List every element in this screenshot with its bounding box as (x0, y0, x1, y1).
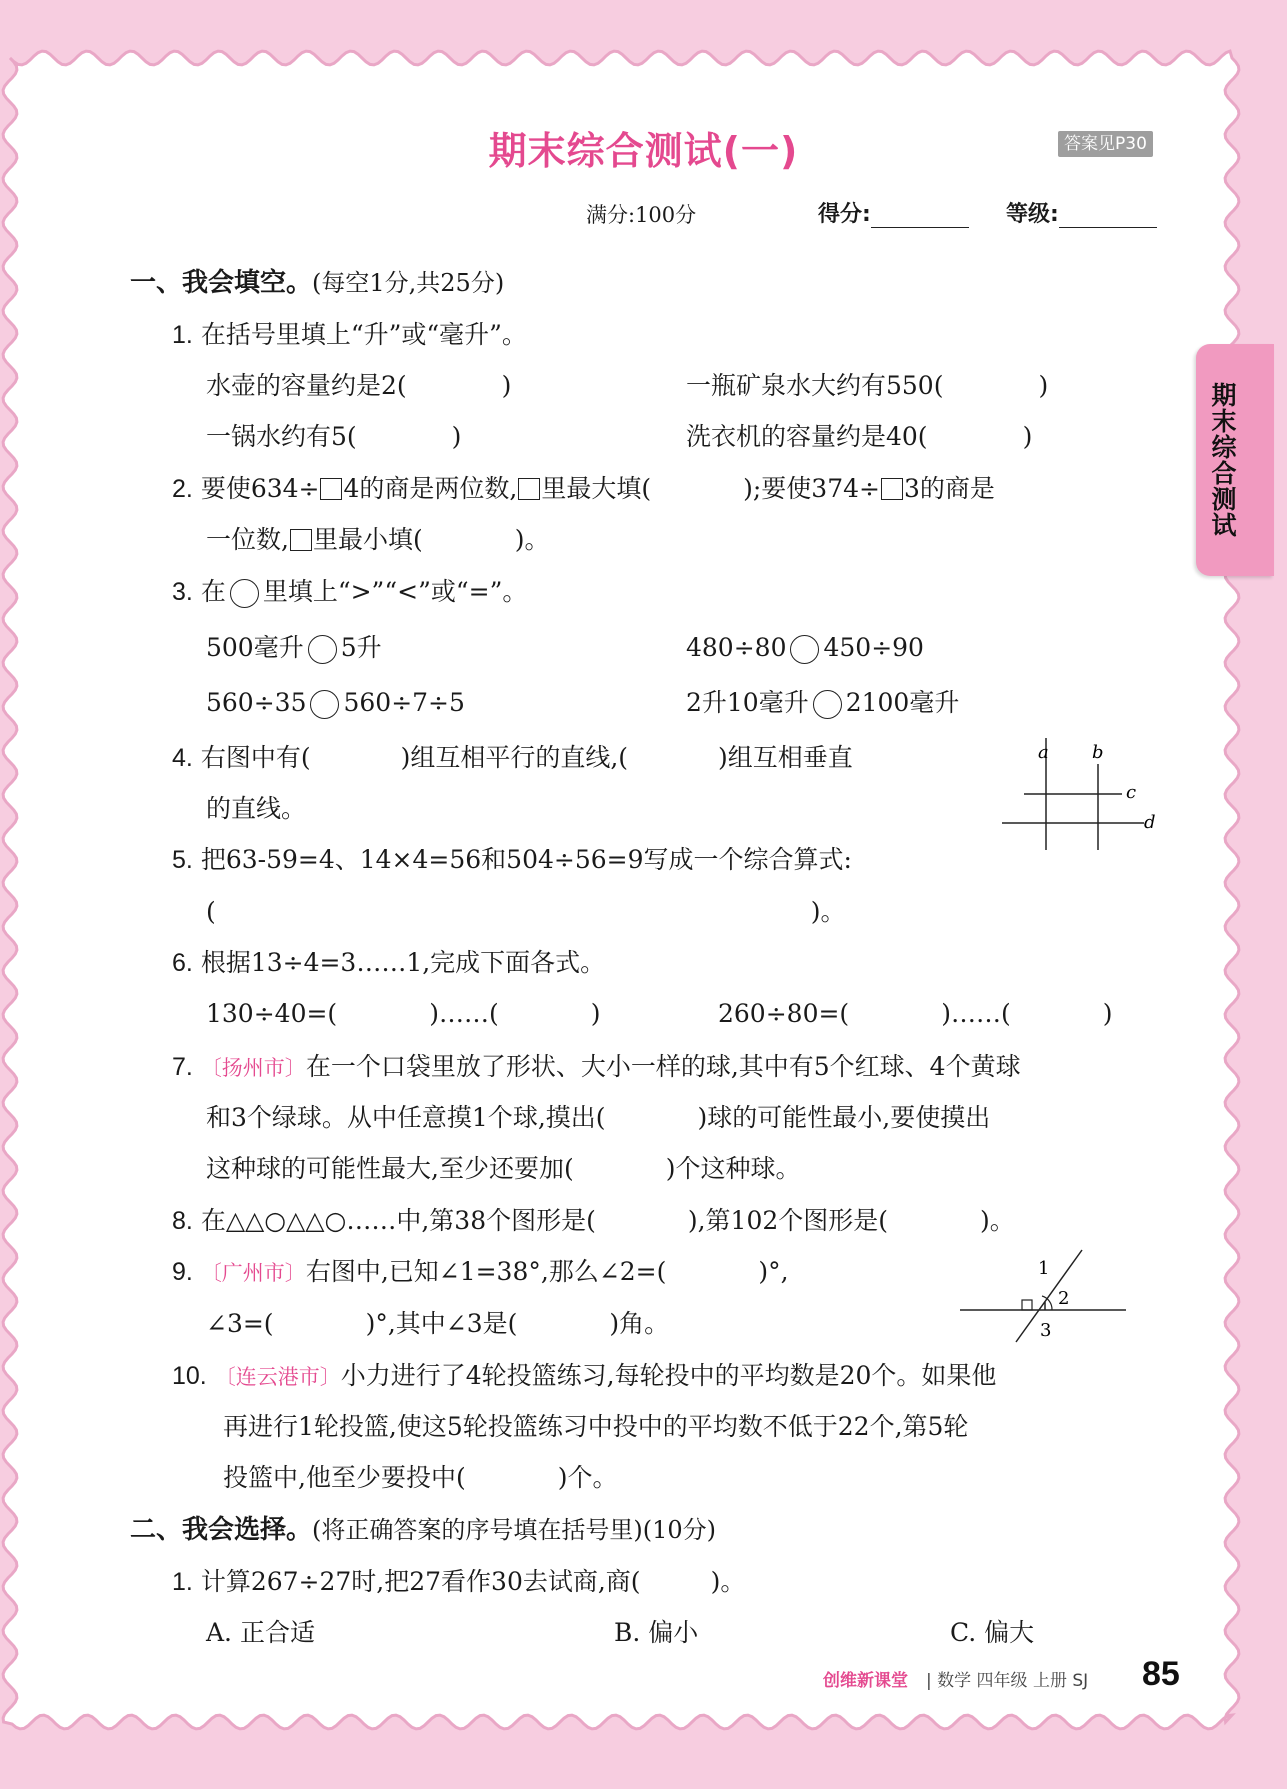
q6-text: )……( (429, 999, 499, 1028)
q2-text: 4的商是两位数, (343, 474, 518, 503)
grade-field[interactable] (1006, 197, 1157, 228)
label-a: a (1038, 742, 1049, 763)
q9-text: )°,其中∠3是( (365, 1309, 518, 1338)
footer-brand: 创维新课堂 (823, 1671, 908, 1691)
source-tag: 〔连云港市〕 (214, 1365, 341, 1389)
question-10-cont: 再进行1轮投篮,使这5轮投篮练习中投中的平均数不低于22个,第5轮 (223, 1412, 969, 1441)
compare-circle[interactable] (813, 690, 842, 719)
close-paren: ) (451, 422, 462, 451)
q3-right: 5升 (340, 633, 382, 662)
label-b: b (1092, 742, 1104, 763)
square-blank (290, 529, 312, 551)
grade-label: 等级: (1006, 202, 1059, 227)
q6-item-b (718, 997, 1112, 1031)
question-10 (172, 1359, 996, 1394)
q3-left: 480÷80 (686, 633, 787, 662)
circle-blank (230, 579, 259, 608)
q7-text: )个这种球。 (665, 1154, 801, 1183)
question-number: 8. (172, 1207, 193, 1235)
footer-book-info: | 数学 四年级 上册 SJ (926, 1671, 1089, 1691)
question-9-cont (206, 1307, 669, 1341)
close-paren: ) (1038, 371, 1049, 400)
q1-b-text: 一瓶矿泉水大约有550( (686, 371, 944, 400)
angle-2-label: 2 (1058, 1288, 1070, 1309)
score-field[interactable] (818, 197, 969, 228)
side-tab-label: 期末综合测试 (1208, 382, 1237, 538)
compare-circle[interactable] (308, 635, 337, 664)
q6-text: ) (590, 999, 601, 1028)
q6-text: 260÷80=( (718, 999, 850, 1028)
q2-text: 里最小填( (312, 525, 423, 554)
q5-text: 把63-59=4、14×4=56和504÷56=9写成一个综合算式: (200, 845, 852, 874)
q7-text: 和3个绿球。从中任意摸1个球,摸出( (206, 1103, 606, 1132)
q6-text: )……( (941, 999, 1011, 1028)
q1-a-text: 水壶的容量约是2( (206, 371, 407, 400)
question-6 (172, 946, 605, 980)
right-angle-mark (1022, 1300, 1032, 1310)
answer-reference-badge: 答案见P30 (1058, 131, 1153, 157)
section-1-note: (每空1分,共25分) (312, 269, 505, 297)
question-7-cont (206, 1101, 990, 1135)
q3-left: 500毫升 (206, 633, 304, 662)
q3-text: 在 (200, 577, 226, 606)
open-paren: ( (206, 897, 216, 926)
compare-circle[interactable] (310, 690, 339, 719)
q1-c-text: 一锅水约有5( (206, 422, 357, 451)
question-4 (172, 741, 853, 775)
page-title: 期末综合测试(一) (488, 129, 799, 173)
q6-text: 根据13÷4=3……1,完成下面各式。 (200, 948, 606, 977)
question-number: 7. (172, 1053, 193, 1081)
q9-text: )°, (758, 1257, 789, 1286)
q7-text: 这种球的可能性最大,至少还要加( (206, 1154, 574, 1183)
question-number: 2. (172, 475, 193, 503)
q2-text: )。 (514, 525, 550, 554)
source-tag: 〔扬州市〕 (200, 1056, 306, 1080)
question-1 (172, 318, 527, 352)
question-number: 4. (172, 744, 193, 772)
q3-right: 2100毫升 (845, 688, 960, 717)
q3-item-d (686, 686, 959, 720)
q4-text: )组互相垂直 (718, 743, 853, 772)
q3-left: 2升10毫升 (686, 688, 809, 717)
q2-text: 要使634÷ (200, 474, 320, 503)
question-number: 6. (172, 949, 193, 977)
q6-text: ) (1102, 999, 1113, 1028)
q1-item-a (206, 369, 511, 403)
q1-item-b (686, 369, 1048, 403)
question-7 (172, 1050, 1021, 1085)
section-2-title: 二、我会选择。 (130, 1515, 313, 1545)
compare-circle[interactable] (790, 635, 819, 664)
q8-text: ),第102个图形是( (687, 1206, 889, 1235)
square-blank (881, 478, 903, 500)
square-blank (518, 478, 540, 500)
question-stem: 在括号里填上“升”或“毫升”。 (200, 320, 527, 349)
q3-text: 里填上“>”“<”或“=”。 (262, 577, 528, 606)
question-number: 3. (172, 578, 193, 606)
score-blank[interactable] (871, 201, 969, 228)
q10-text: 小力进行了4轮投篮练习,每轮投中的平均数是20个。如果他 (340, 1361, 997, 1390)
page-number: 85 (1142, 1655, 1180, 1693)
angle-1-label: 1 (1038, 1258, 1050, 1279)
section-2-note: (将正确答案的序号填在括号里)(10分) (312, 1516, 717, 1544)
q2-text: 里最大填( (541, 474, 652, 503)
mc1-text: )。 (710, 1567, 746, 1596)
grade-blank[interactable] (1059, 201, 1157, 228)
q6-item-a (206, 997, 600, 1031)
q2-text: 3的商是 (903, 474, 995, 503)
q9-text: 右图中,已知∠1=38°,那么∠2=( (305, 1257, 667, 1286)
section-2-heading (130, 1513, 716, 1547)
label-d: d (1144, 812, 1156, 833)
q7-text: )球的可能性最小,要使摸出 (697, 1103, 991, 1132)
q10-text: 投篮中,他至少要投中( (223, 1463, 466, 1492)
q2-text: );要使374÷ (743, 474, 880, 503)
question-number: 1. (172, 1568, 193, 1596)
close-paren: ) (501, 371, 512, 400)
q6-text: 130÷40=( (206, 999, 338, 1028)
question-3 (172, 575, 527, 609)
score-label: 得分: (818, 202, 871, 227)
q1-item-c (206, 420, 461, 454)
mc1-text: 计算267÷27时,把27看作30去试商,商( (200, 1567, 641, 1596)
question-4-cont: 的直线。 (206, 794, 307, 823)
q7-text: 在一个口袋里放了形状、大小一样的球,其中有5个红球、4个黄球 (305, 1052, 1021, 1081)
q3-left: 560÷35 (206, 688, 307, 717)
question-number: 10. (172, 1362, 207, 1390)
parallel-lines-diagram (996, 738, 1176, 856)
close-paren: ) (1022, 422, 1033, 451)
q3-item-c (206, 686, 465, 720)
square-blank (320, 478, 342, 500)
question-10-cont2 (223, 1461, 617, 1495)
q3-right: 560÷7÷5 (343, 688, 465, 717)
question-7-cont2 (206, 1152, 800, 1186)
question-2 (172, 472, 995, 506)
question-5-answer (206, 895, 846, 929)
mc1-option-b: B. 偏小 (614, 1618, 699, 1647)
q9-text: )角。 (609, 1309, 670, 1338)
q8-text: )。 (980, 1206, 1015, 1235)
angle-diagram (956, 1246, 1132, 1346)
close-paren: )。 (810, 897, 846, 926)
q3-item-a (206, 631, 382, 665)
q9-text: ∠3=( (206, 1309, 274, 1338)
section-1-title: 一、我会填空。 (130, 268, 313, 298)
question-2-cont (206, 523, 549, 557)
q2-text: 一位数, (206, 525, 289, 554)
mc1-option-a: A. 正合适 (206, 1618, 315, 1647)
mc-question-1 (172, 1565, 745, 1599)
q8-text: 在△△○△△○……中,第38个图形是( (200, 1206, 596, 1235)
mc1-option-c: C. 偏大 (950, 1618, 1035, 1647)
question-number: 5. (172, 846, 193, 874)
q4-text: )组互相平行的直线,( (400, 743, 629, 772)
question-number: 1. (172, 321, 193, 349)
q1-d-text: 洗衣机的容量约是40( (686, 422, 928, 451)
q10-text: )个。 (557, 1463, 618, 1492)
q4-text: 右图中有( (200, 743, 311, 772)
source-tag: 〔广州市〕 (200, 1261, 306, 1285)
q1-item-d (686, 420, 1032, 454)
q3-right: 450÷90 (823, 633, 924, 662)
section-1-heading (130, 266, 504, 300)
angle-3-label: 3 (1040, 1320, 1052, 1341)
full-marks: 满分:100分 (586, 203, 697, 227)
label-c: c (1126, 782, 1137, 803)
question-9 (172, 1255, 789, 1290)
q3-item-b (686, 631, 924, 665)
question-number: 9. (172, 1258, 193, 1286)
question-8 (172, 1204, 1015, 1238)
question-5 (172, 843, 852, 877)
